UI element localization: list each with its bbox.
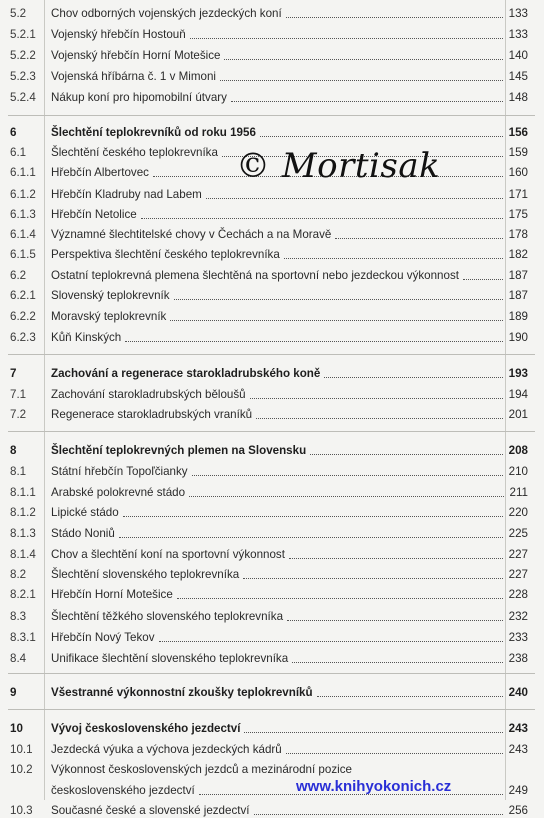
toc-entry-title: Hřebčín Horní Motešice: [51, 588, 173, 601]
toc-entry-page: 133: [508, 7, 528, 20]
watermark-website: www.knihyokonich.cz: [296, 778, 452, 795]
toc-entry-number: 6.1.2: [10, 188, 36, 201]
toc-entry-page: 227: [508, 548, 528, 561]
toc-entry-number: 8.3: [10, 610, 27, 623]
section-separator: [8, 709, 535, 710]
toc-entry-page: 171: [508, 188, 528, 201]
toc-entry-title: Jezdecká výuka a výchova jezdeckých kádrů: [51, 743, 282, 756]
toc-entry-title: Vývoj československého jezdectví: [51, 722, 241, 735]
column-divider: [44, 0, 45, 800]
toc-entry-number: 8.1: [10, 465, 27, 478]
toc-entry-number: 7.2: [10, 408, 27, 421]
toc-entry-number: 10: [10, 722, 23, 735]
dot-leader: [310, 444, 503, 455]
section-separator: [8, 354, 535, 355]
toc-entry-number: 5.2.2: [10, 49, 36, 62]
toc-entry-page: 211: [509, 486, 528, 499]
toc-entry-number: 8.2: [10, 568, 27, 581]
toc-entry-page: 145: [508, 70, 528, 83]
toc-entry-number: 9: [10, 686, 17, 699]
toc-entry-page: 208: [508, 444, 528, 457]
toc-entry-page: 187: [508, 289, 528, 302]
dot-leader: [260, 126, 503, 137]
dot-leader: [243, 568, 503, 579]
toc-entry-page: 140: [508, 49, 528, 62]
toc-entry-number: 8.1.2: [10, 506, 36, 519]
toc-entry-title: Šlechtění teplokrevníků od roku 1956: [51, 126, 256, 139]
toc-entry-page: 243: [508, 722, 528, 735]
toc-entry-page: 210: [508, 465, 528, 478]
toc-entry-page: 190: [508, 331, 528, 344]
toc-entry-title: Slovenský teplokrevník: [51, 289, 170, 302]
toc-entry-title: československého jezdectví: [51, 784, 195, 797]
toc-entry-number: 6.1.3: [10, 208, 36, 221]
dot-leader: [224, 49, 503, 60]
dot-leader: [159, 631, 503, 642]
dot-leader: [250, 388, 503, 399]
toc-entry-page: 187: [508, 269, 528, 282]
dot-leader: [190, 28, 503, 39]
toc-entry-page: 193: [508, 367, 528, 380]
toc-entry-title: Vojenský hřebčín Horní Motešice: [51, 49, 221, 62]
toc-entry-title: Významné šlechtitelské chovy v Čechách a na Moravě: [51, 228, 332, 241]
dot-leader: [289, 548, 503, 559]
toc-entry-number: 5.2.1: [10, 28, 36, 41]
toc-entry-page: 189: [508, 310, 528, 323]
dot-leader: [177, 588, 503, 599]
section-separator: [8, 673, 535, 674]
dot-leader: [284, 248, 503, 259]
dot-leader: [335, 228, 503, 239]
toc-entry-number: 8: [10, 444, 17, 457]
toc-entry-number: 8.1.3: [10, 527, 36, 540]
toc-entry-page: 201: [508, 408, 528, 421]
toc-entry-page: 182: [508, 248, 528, 261]
toc-entry-page: 148: [508, 91, 528, 104]
dot-leader: [174, 289, 503, 300]
toc-entry-number: 6.1.5: [10, 248, 36, 261]
toc-entry-title: Hřebčín Albertovec: [51, 166, 149, 179]
toc-entry-title: Hřebčín Netolice: [51, 208, 137, 221]
toc-entry-page: 249: [508, 784, 528, 797]
toc-entry-title: Regenerace starokladrubských vraníků: [51, 408, 253, 421]
toc-entry-number: 5.2: [10, 7, 27, 20]
toc-entry-title: Lipické stádo: [51, 506, 119, 519]
toc-entry-title: Arabské polokrevné stádo: [51, 486, 186, 499]
dot-leader: [287, 610, 503, 621]
toc-entry-title: Vojenská hříbárna č. 1 v Mimoni: [51, 70, 216, 83]
dot-leader: [244, 722, 503, 733]
dot-leader: [286, 7, 503, 18]
dot-leader: [220, 70, 503, 81]
dot-leader: [119, 527, 503, 538]
section-separator: [8, 115, 535, 116]
dot-leader: [292, 652, 503, 663]
dot-leader: [125, 331, 503, 342]
toc-entry-title: Nákup koní pro hipomobilní útvary: [51, 91, 227, 104]
toc-entry-number: 6.1: [10, 146, 27, 159]
toc-entry-page: 227: [508, 568, 528, 581]
toc-entry-number: 8.1.1: [10, 486, 36, 499]
toc-entry-title: Kůň Kinských: [51, 331, 122, 344]
page-column-divider: [505, 0, 506, 800]
toc-entry-number: 6.1.1: [10, 166, 36, 179]
toc-entry-page: 175: [508, 208, 528, 221]
toc-entry-title: Šlechtění těžkého slovenského teplokrevníka: [51, 610, 284, 623]
toc-entry-page: 194: [508, 388, 528, 401]
toc-entry-page: 233: [508, 631, 528, 644]
toc-entry-number: 8.4: [10, 652, 27, 665]
dot-leader: [463, 269, 503, 280]
dot-leader: [141, 208, 503, 219]
toc-entry-page: 178: [508, 228, 528, 241]
toc-entry-title: Chov a šlechtění koní na sportovní výkonnost: [51, 548, 285, 561]
section-separator: [8, 431, 535, 432]
toc-entry-title: Unifikace šlechtění slovenského teplokrevníka: [51, 652, 289, 665]
toc-entry-page: 156: [508, 126, 528, 139]
toc-entry-title: Šlechtění českého teplokrevníka: [51, 146, 218, 159]
toc-entry-page: 225: [508, 527, 528, 540]
dot-leader: [324, 367, 503, 378]
toc-entry-number: 10.3: [10, 804, 33, 817]
dot-leader: [256, 408, 503, 419]
toc-entry-number: 8.1.4: [10, 548, 36, 561]
toc-entry-title: Šlechtění teplokrevných plemen na Slovensku: [51, 444, 307, 457]
toc-entry-number: 6.2.1: [10, 289, 36, 302]
toc-entry-title: Zachování a regenerace starokladrubského koně: [51, 367, 321, 380]
toc-entry-page: 238: [508, 652, 528, 665]
toc-entry-title: Moravský teplokrevník: [51, 310, 167, 323]
toc-entry-number: 5.2.4: [10, 91, 36, 104]
toc-entry-title: Hřebčín Nový Tekov: [51, 631, 155, 644]
toc-entry-number: 7: [10, 367, 17, 380]
toc-entry-page: 220: [508, 506, 528, 519]
toc-entry-number: 6.2: [10, 269, 27, 282]
toc-entry-number: 6: [10, 126, 17, 139]
toc-entry-title: Ostatní teplokrevná plemena šlechtěná na sportovní nebo jezdeckou výkonnost: [51, 269, 459, 282]
toc-entry-number: 8.2.1: [10, 588, 36, 601]
dot-leader: [123, 506, 503, 517]
dot-leader: [254, 804, 503, 815]
watermark-mortisak: © Mortisak: [236, 146, 441, 186]
dot-leader: [170, 310, 503, 321]
toc-entry-title: Všestranné výkonnostní zkoušky teplokrevníků: [51, 686, 313, 699]
toc-entry-number: 5.2.3: [10, 70, 36, 83]
toc-entry-number: 10.2: [10, 763, 33, 776]
toc-entry-title: Chov odborných vojenských jezdeckých koní: [51, 7, 282, 20]
toc-entry-page: 159: [508, 146, 528, 159]
toc-entry-title: Výkonnost československých jezdců a mezinárodní pozice: [51, 763, 352, 776]
toc-entry-title: Šlechtění slovenského teplokrevníka: [51, 568, 240, 581]
toc-entry-page: 232: [508, 610, 528, 623]
toc-entry-page: 240: [508, 686, 528, 699]
toc-entry-number: 6.2.2: [10, 310, 36, 323]
dot-leader: [189, 486, 504, 497]
toc-entry-title: Vojenský hřebčín Hostouň: [51, 28, 186, 41]
toc-entry-number: 6.2.3: [10, 331, 36, 344]
toc-entry-number: 8.3.1: [10, 631, 36, 644]
toc-entry-page: 256: [508, 804, 528, 817]
dot-leader: [206, 188, 503, 199]
toc-entry-title: Zachování starokladrubských běloušů: [51, 388, 246, 401]
toc-entry-title: Současné české a slovenské jezdectví: [51, 804, 250, 817]
toc-entry-number: 6.1.4: [10, 228, 36, 241]
toc-entry-page: 228: [508, 588, 528, 601]
toc-entry-title: Hřebčín Kladruby nad Labem: [51, 188, 202, 201]
dot-leader: [192, 465, 503, 476]
dot-leader: [317, 686, 503, 697]
dot-leader: [231, 91, 503, 102]
toc-entry-page: 160: [508, 166, 528, 179]
toc-entry-page: 133: [508, 28, 528, 41]
toc-entry-title: Perspektiva šlechtění českého teplokrevníka: [51, 248, 280, 261]
toc-entry-number: 7.1: [10, 388, 27, 401]
toc-entry-page: 243: [508, 743, 528, 756]
toc-entry-title: Státní hřebčín Topoľčianky: [51, 465, 188, 478]
toc-entry-number: 10.1: [10, 743, 33, 756]
toc-entry-title: Stádo Noniů: [51, 527, 115, 540]
dot-leader: [286, 743, 503, 754]
